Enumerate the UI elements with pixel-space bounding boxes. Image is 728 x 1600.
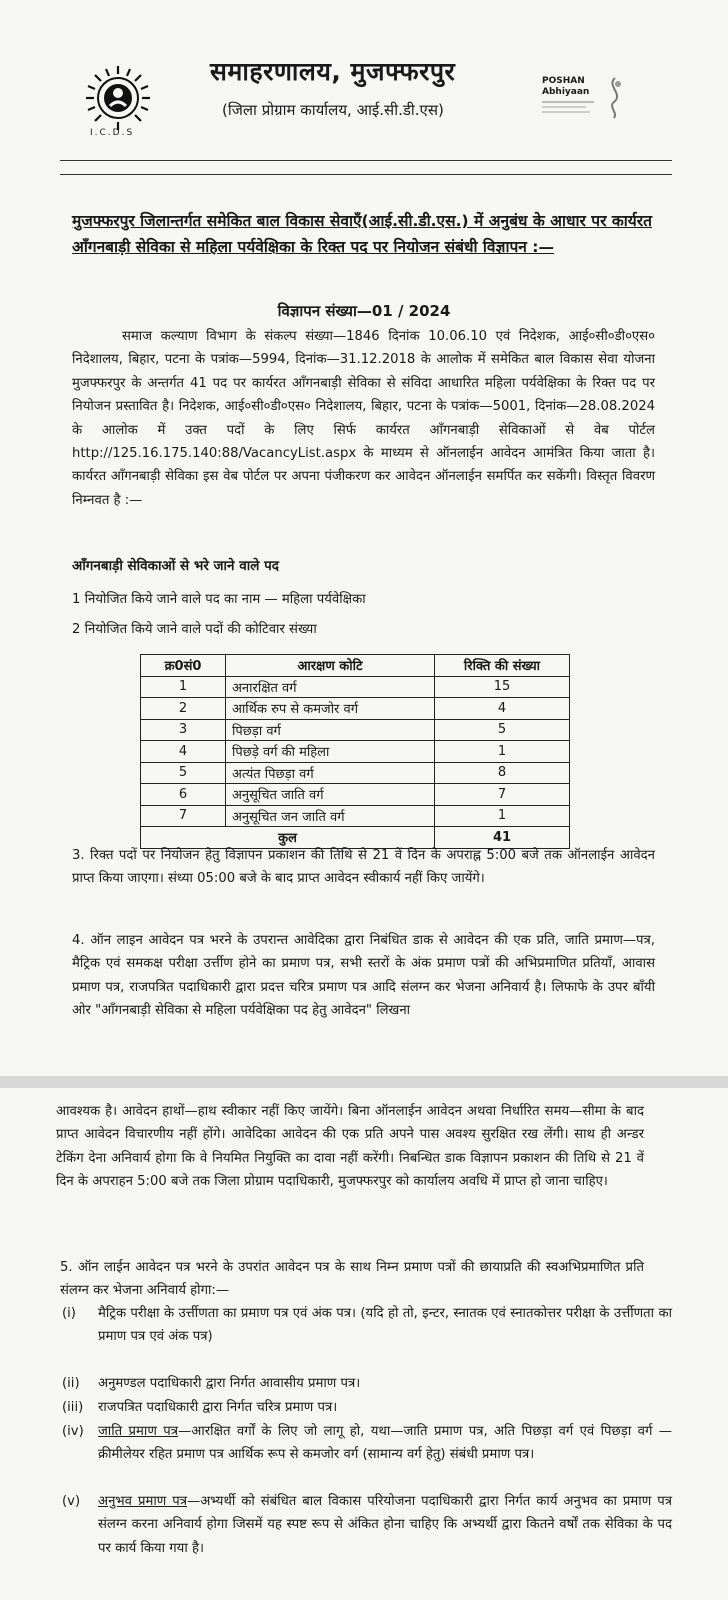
table-row xyxy=(141,741,570,763)
point-5: 5. ऑन लाईन आवेदन पत्र भरने के उपरांत आवेदन पत्र के साथ निम्न प्रमाण पत्रों की छायाप्रति की स्वअभिप्रमाणित प्रति संलग्न कर भेजना अनिवार्य होगा:— xyxy=(60,1260,644,1299)
table-row xyxy=(141,762,570,784)
cell-serial: 2 xyxy=(141,698,226,720)
item-number: (iii) xyxy=(62,1400,84,1415)
item-text: मैट्रिक परीक्षा के उर्त्तीणता का प्रमाण पत्र एवं अंक पत्र। (यदि हो तो, इन्टर, स्नातक एवं स्नातकोत्तर परीक्षा के उर्त्तीणता का प्रमाण पत्र एवं अंक पत्र) xyxy=(98,1306,672,1345)
document-item-3 xyxy=(62,1396,672,1419)
document-item-5 xyxy=(62,1490,672,1560)
item-text: अनुमण्डल पदाधिकारी द्वारा निर्गत आवासीय प्रमाण पत्र। xyxy=(98,1376,361,1391)
point-1: 1 नियोजित किये जाने वाले पद का नाम — महिला पर्यवेक्षिका xyxy=(72,592,366,607)
header-rule-bottom xyxy=(60,174,672,175)
cell-vacancies: 5 xyxy=(435,719,570,741)
point-4: 4. ऑन लाइन आवेदन पत्र भरने के उपरान्त आवेदिका द्वारा निबंधित डाक से आवेदन की एक प्रति, जाति प्रमाण—पत्र, मैट्रिक एवं समकक्ष परीक्षा उर्त्तीण होने का प्रमाण पत्र, सभी स्तरों के अंक प्रमाण पत्रों की अभिप्रमाणित प्रतियाँ, आवास प्रमाण पत्र, राजपत्रित पदाधिकारी द्वारा प्रदत्त चरित्र प्रमाण पत्र आदि संलग्न कर भेजना अनिवार्य है। लिफाफे के उपर बाँयी ओर "आँगनबाड़ी सेविका से महिला पर्यवेक्षिका पद हेतु आवेदन" लिखना xyxy=(72,933,655,1019)
icds-logo xyxy=(76,62,160,142)
cell-vacancies: 7 xyxy=(435,784,570,806)
cell-vacancies: 15 xyxy=(435,676,570,698)
cell-serial: 6 xyxy=(141,784,226,806)
cell-serial: 5 xyxy=(141,762,226,784)
office-title: समाहरणालय, मुजफ्फरपुर xyxy=(210,57,456,86)
advertisement-number: विज्ञापन संख्या—01 / 2024 xyxy=(277,302,451,320)
poshan-swirl-icon xyxy=(602,76,628,120)
item-text: —अभ्यर्थी को संबंधित बाल विकास परियोजना पदाधिकारी द्वारा निर्गत कार्य अनुभव का प्रमाण पत्र संलग्न करना अनिवार्य होगा जिसमें यह स्पष्ट रूप से अंकित होना चाहिए कि अभ्यर्थी द्वारा कितने वर्षों तक सेविका के पद पर कार्य किया गया है। xyxy=(98,1494,672,1556)
item-number: (i) xyxy=(62,1306,76,1321)
cell-category: अनुसूचित जाति वर्ग xyxy=(226,784,435,806)
cell-category: अत्यंत पिछड़ा वर्ग xyxy=(226,762,435,784)
point-3: 3. रिक्त पदों पर नियोजन हेतु विज्ञापन प्रकाशन की तिथि से 21 वें दिन के अपराह्न 5:00 बजे तक ऑनलाईन आवेदन प्राप्त किया जाएगा। संध्या 05:00 बजे के बाद प्राप्त आवेदन स्वीकार्य नहीं किए जायेंगे। xyxy=(72,848,655,887)
office-subtitle: (जिला प्रोग्राम कार्यालय, आई.सी.डी.एस) xyxy=(222,101,444,119)
table-row xyxy=(141,805,570,827)
poshan-logo-text: POSHAN Abhiyaan xyxy=(542,76,590,97)
table-row xyxy=(141,719,570,741)
cell-category: आर्थिक रुप से कमजोर वर्ग xyxy=(226,698,435,720)
column-header-serial: क्र0सं0 xyxy=(141,655,226,677)
document-item-1 xyxy=(62,1302,672,1349)
table-row xyxy=(141,676,570,698)
total-value: 41 xyxy=(435,827,570,849)
icds-logo-text: I.C.D.S xyxy=(90,128,135,138)
table-row xyxy=(141,698,570,720)
total-label: कुल xyxy=(141,827,435,849)
cell-serial: 1 xyxy=(141,676,226,698)
point-4-continued: आवश्यक है। आवेदन हाथों—हाथ स्वीकार नहीं किए जायेंगे। बिना ऑनलाईन आवेदन अथवा निर्धारित समय—सीमा के बाद प्राप्त आवेदन विचारणीय नहीं होंगे। आवेदिका आवेदन की एक प्रति अपने पास अवश्य सुरक्षित रख लेंगी। साथ ही अन्डर टेकिंग देना अनिवार्य होगा कि वे नियमित नियुक्ति का दावा नहीं करेंगी। निबन्धित डाक विज्ञापन प्रकाशन की तिथि से 21 वें दिन के अपराहन 5:00 बजे तक जिला प्रोग्राम पदाधिकारी, मुजफ्फरपुर को कार्यालय अवधि में प्राप्त हो जाना चाहिए। xyxy=(56,1104,644,1190)
cell-category: अनुसूचित जन जाति वर्ग xyxy=(226,805,435,827)
intro-paragraph: समाज कल्याण विभाग के संकल्प संख्या—1846 दिनांक 10.06.10 एवं निदेशक, आई०सी०डी०एस० निदेशालय, बिहार, पटना के पत्रांक—5994, दिनांक—31.12.2018 के आलोक में समेकित बाल विकास सेवा योजना मुजफ्फरपुर के अन्तर्गत 41 पद पर कार्यरत आँगनबाड़ी सेविका से संविदा आधारित महिला पर्यवेक्षिका के रिक्त पद पर नियोजन प्रस्तावित है। निदेशक, आई०सी०डी०एस० निदेशालय, बिहार, पटना के पत्रांक—5001, दिनांक—28.08.2024 के आलोक में उक्त पदों के लिए सिर्फ कार्यरत आँगनबाड़ी सेविकाओं से वेब पोर्टल http://125.16.175.140:88/VacancyList.aspx के माध्यम से ऑनलाईन आवेदन आमंत्रित किया जाता है। कार्यरत आँगनबाड़ी सेविका इस वेब पोर्टल पर अपना पंजीकरण कर आवेदन ऑनलाईन समर्पित कर सकेंगी। विस्तृत विवरण निम्नवत है :— xyxy=(72,329,655,508)
header-rule-top xyxy=(60,160,672,161)
column-header-vacancies: रिक्ति की संख्या xyxy=(435,655,570,677)
cell-vacancies: 4 xyxy=(435,698,570,720)
cell-vacancies: 8 xyxy=(435,762,570,784)
poshan-abhiyaan-logo xyxy=(542,76,652,136)
cell-serial: 3 xyxy=(141,719,226,741)
column-header-category: आरक्षण कोटि xyxy=(226,655,435,677)
item-number: (iv) xyxy=(62,1424,84,1439)
vacancy-table xyxy=(140,654,570,849)
cell-serial: 7 xyxy=(141,805,226,827)
notice-subject: मुजफ्फरपुर जिलान्तर्गत समेकित बाल विकास सेवाएँ(आई.सी.डी.एस.) में अनुबंध के आधार पर कार्यरत आँगनबाड़ी सेविका से महिला पर्यवेक्षिका के रिक्त पद पर नियोजन संबंधी विज्ञापन :— xyxy=(72,212,652,256)
item-number: (ii) xyxy=(62,1376,80,1391)
table-header-row xyxy=(141,655,570,677)
cell-category: अनारक्षित वर्ग xyxy=(226,676,435,698)
cell-serial: 4 xyxy=(141,741,226,763)
item-text: राजपत्रित पदाधिकारी द्वारा निर्गत चरित्र प्रमाण पत्र। xyxy=(98,1400,338,1415)
cell-vacancies: 1 xyxy=(435,805,570,827)
item-lead: अनुभव प्रमाण पत्र xyxy=(98,1494,188,1509)
document-item-2 xyxy=(62,1372,672,1395)
cell-category: पिछड़ा वर्ग xyxy=(226,719,435,741)
notice-page-2 xyxy=(0,1088,728,1600)
document-item-4 xyxy=(62,1420,672,1467)
cell-category: पिछड़े वर्ग की महिला xyxy=(226,741,435,763)
cell-vacancies: 1 xyxy=(435,741,570,763)
item-lead: जाति प्रमाण पत्र xyxy=(98,1424,179,1439)
table-row xyxy=(141,784,570,806)
section-heading: आँगनबाड़ी सेविकाओं से भरे जाने वाले पद xyxy=(72,558,279,574)
item-text: —आरक्षित वर्गों के लिए जो लागू हो, यथा—जाति प्रमाण पत्र, अति पिछड़ा वर्ग एवं पिछड़ा वर्ग — क्रीमीलेयर रहित प्रमाण पत्र आर्थिक रूप से कमजोर वर्ग (सामान्य वर्ग हेतु) संबंधी प्रमाण पत्र। xyxy=(98,1424,672,1463)
item-number: (v) xyxy=(62,1494,81,1509)
point-2: 2 नियोजित किये जाने वाले पदों की कोटिवार संख्या xyxy=(72,622,317,637)
